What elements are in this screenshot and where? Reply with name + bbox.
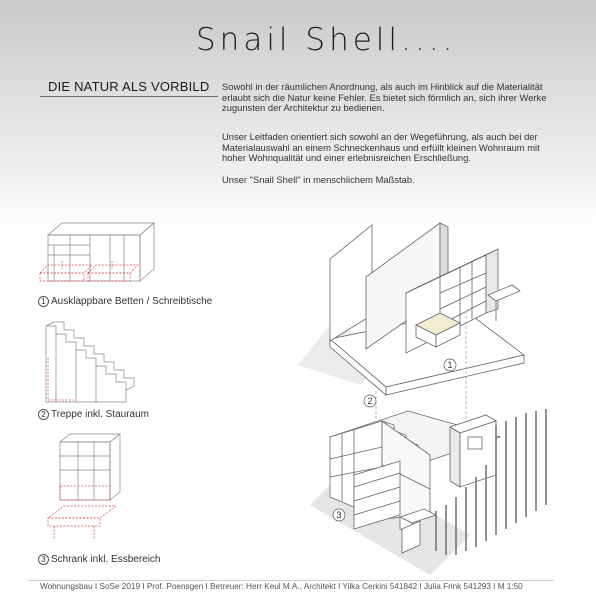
detail-label-3: Schrank inkl. Essbereich bbox=[51, 554, 161, 565]
detail-label-2: Treppe inkl. Stauraum bbox=[51, 409, 150, 420]
title-text: Snail Shell bbox=[196, 22, 402, 58]
heading-underline bbox=[40, 96, 218, 97]
axon-marker-2: 2 bbox=[367, 396, 373, 406]
detail-drawing-stair bbox=[34, 318, 144, 410]
footer-credits: Wohnungsbau I SoSe 2019 I Prof. Poensgen I Betreuer: Herr Keul M.A., Architekt I Yilka Cerkini 541842 I Julia Frink 541293 I M 1:50 bbox=[40, 582, 523, 591]
lower-level bbox=[330, 411, 500, 535]
detail-number-2: 2 bbox=[38, 409, 49, 420]
intro-paragraph-1: Sowohl in der räumlichen Anordnung, als auch im Hinblick auf die Materialität erlaubt sich die Natur keine Fehler. Es bietet sich förmlich an, sich ihrer Werke zugunsten der Architektur zu bedienen. bbox=[222, 81, 547, 114]
intro-paragraph-3: Unser "Snail Shell" in menschlichem Maßstab. bbox=[222, 174, 415, 185]
detail-number-3: 3 bbox=[38, 554, 49, 565]
detail-drawing-beds bbox=[34, 215, 164, 295]
exploded-axonometric-drawing bbox=[290, 215, 570, 575]
axon-marker-1: 1 bbox=[447, 360, 453, 370]
detail-caption-3 bbox=[38, 554, 161, 565]
detail-drawing-cabinet bbox=[34, 430, 144, 548]
footer-divider bbox=[28, 580, 554, 581]
section-heading: DIE NATUR ALS VORBILD bbox=[48, 79, 210, 94]
detail-caption-2 bbox=[38, 409, 149, 420]
page-title bbox=[196, 22, 456, 58]
detail-caption-1 bbox=[38, 296, 212, 307]
upper-level bbox=[330, 223, 524, 395]
detail-label-1: Ausklappbare Betten / Schreibtische bbox=[51, 296, 213, 307]
title-dots: .... bbox=[401, 22, 457, 58]
axon-marker-3: 3 bbox=[336, 510, 342, 520]
detail-number-1: 1 bbox=[38, 296, 49, 307]
intro-paragraph-2: Unser Leitfaden orientiert sich sowohl an der Wegeführung, als auch bei der Materialauswahl an einem Schneckenhaus und erfüllt kleinen Wohnraum mit hoher Wohnqualität und einer erlebnisreichen Erschließung. bbox=[222, 131, 540, 164]
